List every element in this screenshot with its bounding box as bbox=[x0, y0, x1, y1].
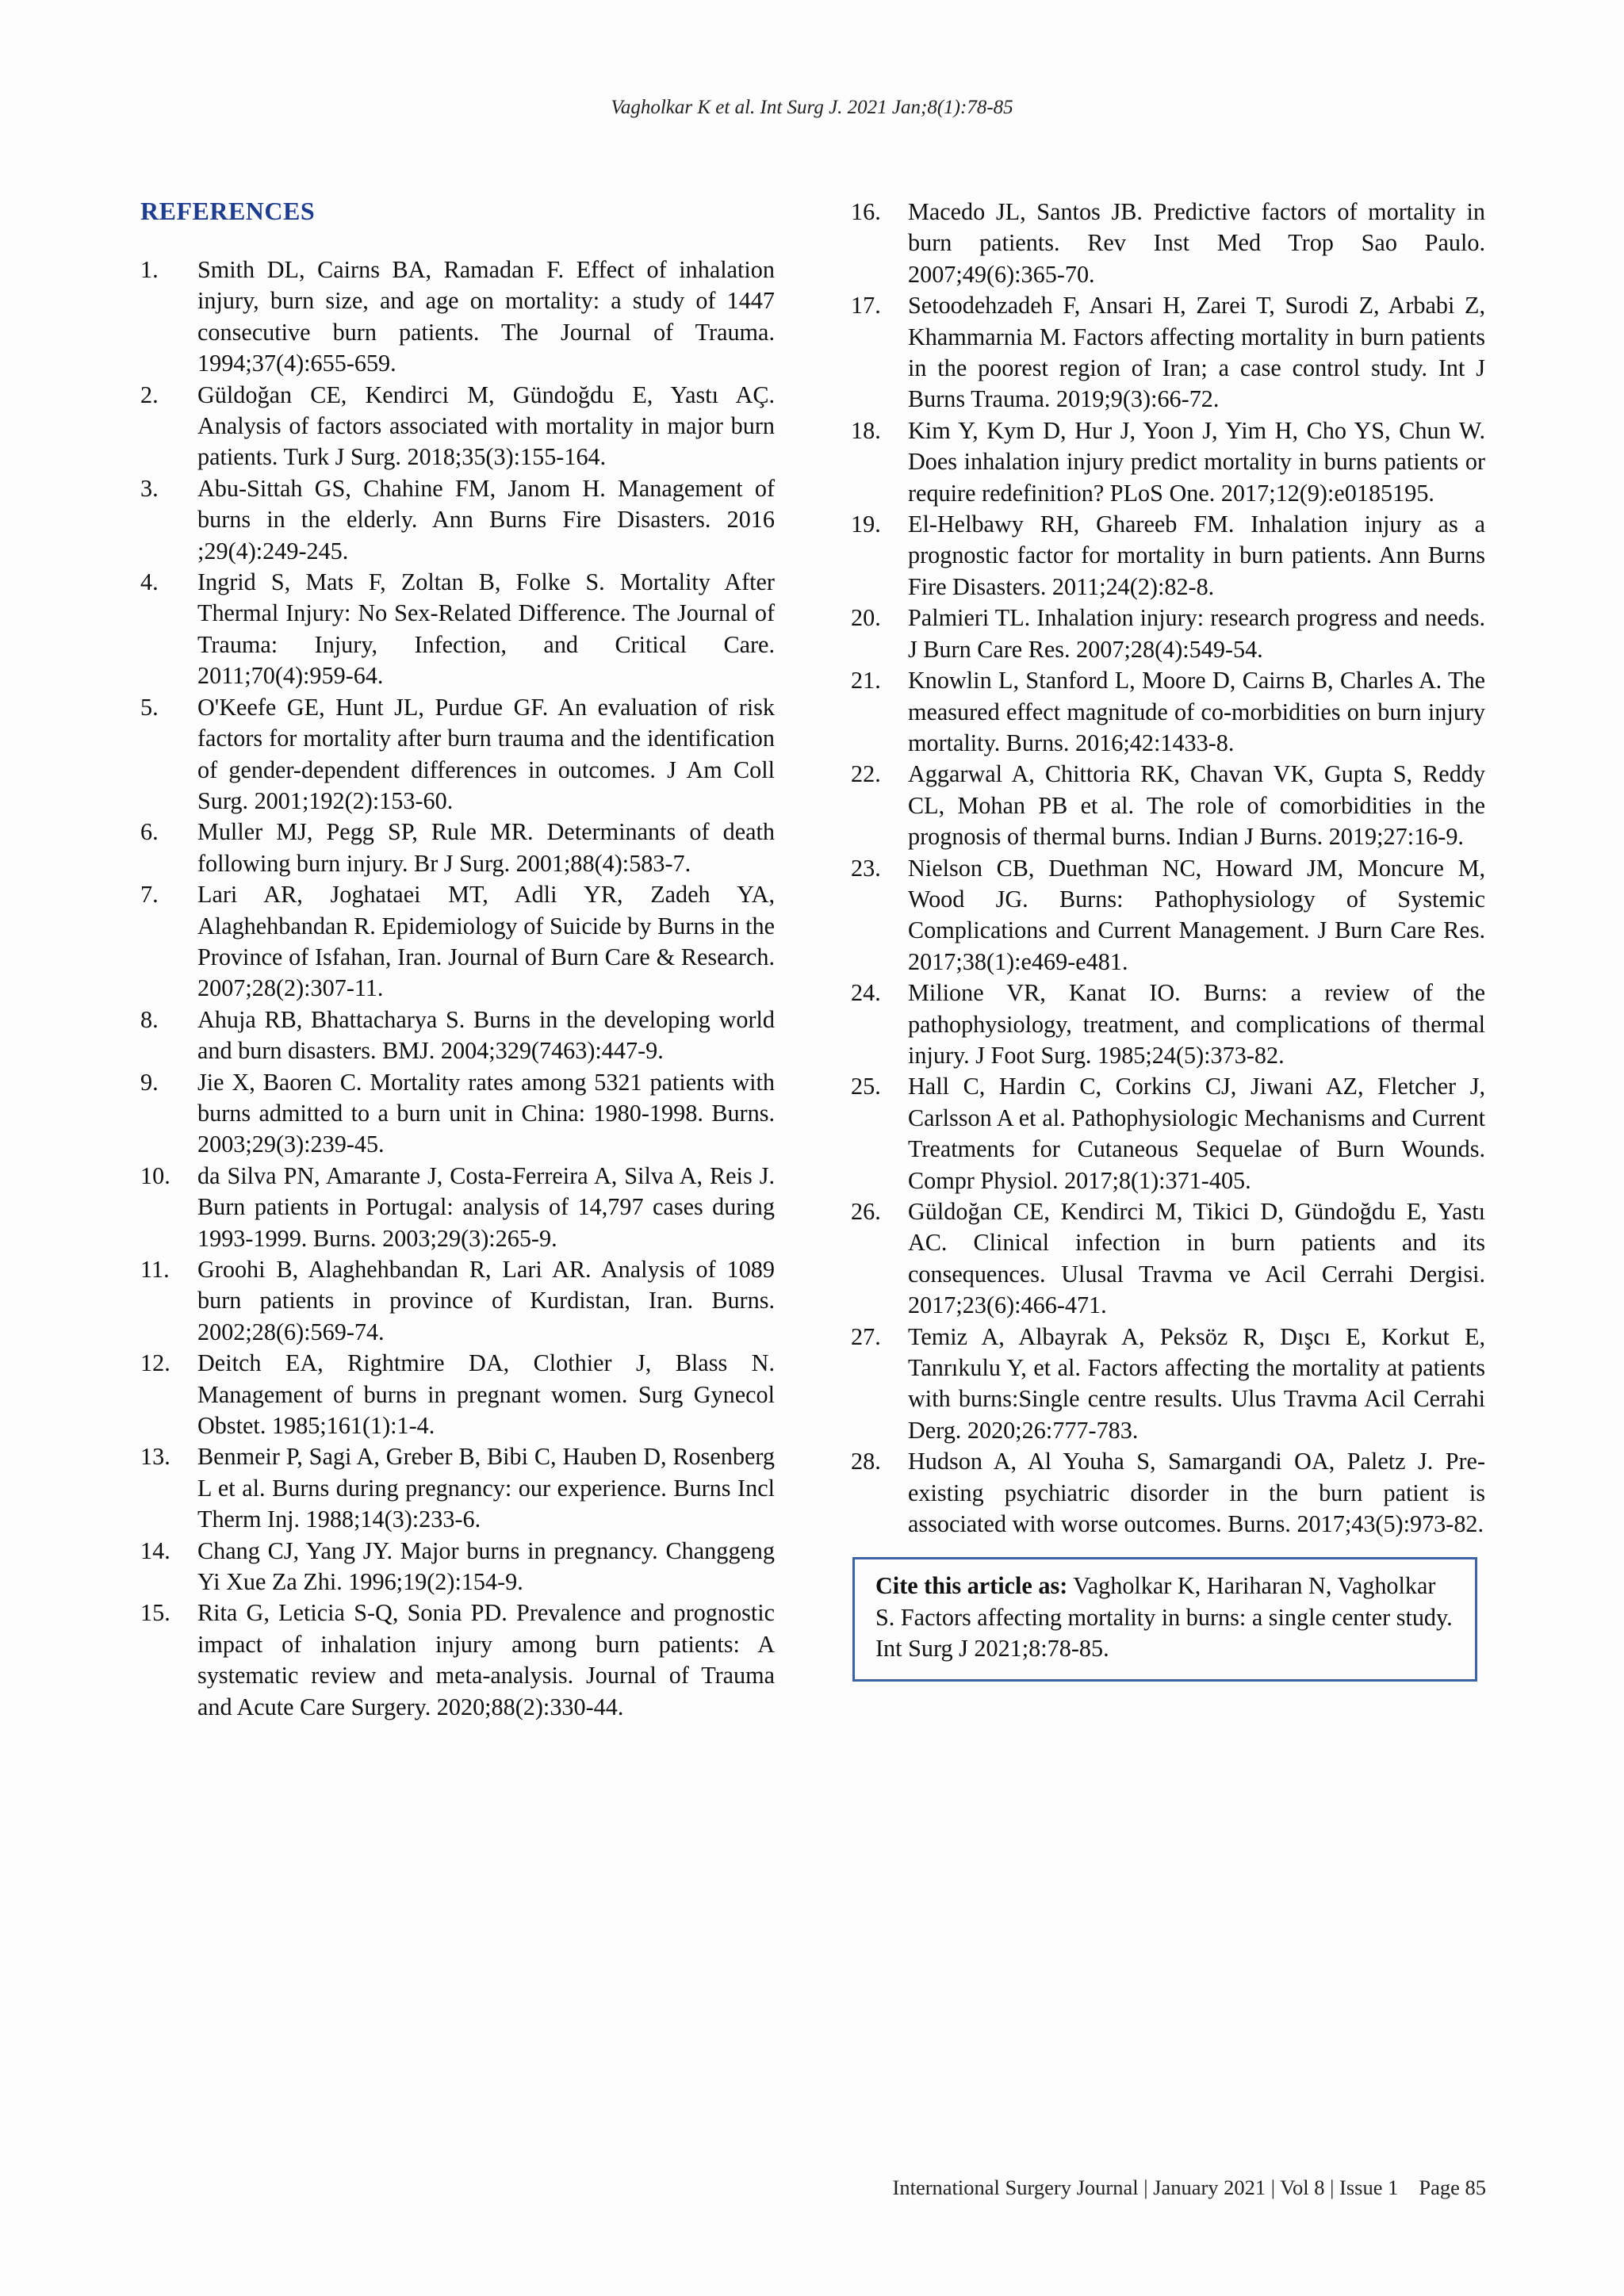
reference-item bbox=[851, 1071, 1485, 1196]
reference-item bbox=[140, 1004, 775, 1067]
reference-text: Güldoğan CE, Kendirci M, Tikici D, Gündoğdu E, Yastı AC. Clinical infection in burn patients and its consequences. Ulusal Travma ve Acil Cerrahi Dergisi. 2017;23(6):466-471. bbox=[908, 1198, 1485, 1319]
reference-item bbox=[851, 197, 1485, 290]
footer-page-number: Page 85 bbox=[1419, 2175, 1486, 2199]
reference-text: Chang CJ, Yang JY. Major burns in pregnancy. Changgeng Yi Xue Za Zhi. 1996;19(2):154-9. bbox=[197, 1536, 775, 1596]
reference-text: Muller MJ, Pegg SP, Rule MR. Determinants of death following burn injury. Br J Surg. 2001;88(4):583-7. bbox=[197, 818, 775, 877]
reference-number: 5. bbox=[140, 693, 159, 721]
right-column bbox=[851, 197, 1485, 1682]
reference-item bbox=[140, 1348, 775, 1441]
reference-number: 23. bbox=[851, 854, 881, 882]
reference-text: Rita G, Leticia S-Q, Sonia PD. Prevalence and prognostic impact of inhalation injury among burn patients: A systematic review and meta-analysis. Journal of Trauma and Acute Care Surgery. 2020;88(2):330-44. bbox=[197, 1599, 775, 1720]
reference-text: Abu-Sittah GS, Chahine FM, Janom H. Management of burns in the elderly. Ann Burns Fire Disasters. 2016 ;29(4):249-245. bbox=[197, 474, 775, 564]
reference-number: 3. bbox=[140, 474, 159, 502]
reference-text: Lari AR, Joghataei MT, Adli YR, Zadeh YA, Alaghehbandan R. Epidemiology of Suicide by Burns in the Province of Isfahan, Iran. Journal of Burn Care & Research. 2007;28(2):307-11. bbox=[197, 881, 775, 1002]
reference-text: Macedo JL, Santos JB. Predictive factors of mortality in burn patients. Rev Inst Med Trop Sao Paulo. 2007;49(6):365-70. bbox=[908, 198, 1485, 288]
references-heading: REFERENCES bbox=[140, 197, 316, 225]
reference-text: Setoodehzadeh F, Ansari H, Zarei T, Surodi Z, Arbabi Z, Khammarnia M. Factors affecting mortality in burn patients in the poorest region of Iran; a case control study. Int J Burns Trauma. 2019;9(3):66-72. bbox=[908, 292, 1485, 413]
reference-text: Knowlin L, Stanford L, Moore D, Cairns B, Charles A. The measured effect magnitude of co-morbidities on burn injury mortality. Burns. 2016;42:1433-8. bbox=[908, 667, 1485, 756]
reference-list-left bbox=[140, 254, 775, 1723]
reference-list-right bbox=[851, 197, 1485, 1540]
reference-text: Ahuja RB, Bhattacharya S. Burns in the developing world and burn disasters. BMJ. 2004;329(7463):447-9. bbox=[197, 1005, 775, 1065]
reference-number: 12. bbox=[140, 1349, 170, 1377]
reference-item bbox=[851, 415, 1485, 509]
reference-text: Kim Y, Kym D, Hur J, Yoon J, Yim H, Cho YS, Chun W. Does inhalation injury predict mortality in burns patients or require redefinition? PLoS One. 2017;12(9):e0185195. bbox=[908, 416, 1485, 507]
reference-item bbox=[851, 509, 1485, 603]
reference-number: 28. bbox=[851, 1448, 881, 1475]
reference-item bbox=[851, 978, 1485, 1071]
reference-number: 19. bbox=[851, 511, 881, 538]
footer-journal-info: International Surgery Journal | January 2021 | Vol 8 | Issue 1 bbox=[892, 2175, 1399, 2199]
reference-item bbox=[140, 817, 775, 879]
reference-item bbox=[140, 1441, 775, 1535]
reference-text: El-Helbawy RH, Ghareeb FM. Inhalation injury as a prognostic factor for mortality in burn patients. Ann Burns Fire Disasters. 2011;24(2):82-8. bbox=[908, 511, 1485, 600]
reference-item bbox=[851, 759, 1485, 852]
reference-number: 10. bbox=[140, 1161, 170, 1189]
reference-text: Temiz A, Albayrak A, Peksöz R, Dışcı E, Korkut E, Tanrıkulu Y, et al. Factors affecting the mortality at patients with burns:Single centre results. Ulus Travma Acil Cerrahi Derg. 2020;26:777-783. bbox=[908, 1322, 1485, 1444]
reference-item bbox=[851, 1196, 1485, 1322]
reference-item bbox=[851, 290, 1485, 415]
reference-item bbox=[140, 473, 775, 567]
reference-number: 1. bbox=[140, 256, 159, 283]
cite-label: Cite this article as: bbox=[875, 1572, 1068, 1600]
reference-item bbox=[851, 853, 1485, 978]
reference-text: Aggarwal A, Chittoria RK, Chavan VK, Gupta S, Reddy CL, Mohan PB et al. The role of comorbidities in the prognosis of thermal burns. Indian J Burns. 2019;27:16-9. bbox=[908, 760, 1485, 851]
reference-number: 17. bbox=[851, 292, 881, 320]
reference-text: O'Keefe GE, Hunt JL, Purdue GF. An evaluation of risk factors for mortality after burn trauma and the identification of gender-dependent differences in outcomes. J Am Coll Surg. 2001;192(2):153-60. bbox=[197, 693, 775, 814]
reference-text: da Silva PN, Amarante J, Costa-Ferreira A, Silva A, Reis J. Burn patients in Portugal: analysis of 14,797 cases during 1993-1999. Burns. 2003;29(3):265-9. bbox=[197, 1161, 775, 1252]
reference-item bbox=[140, 1067, 775, 1161]
reference-number: 11. bbox=[140, 1256, 170, 1283]
reference-number: 4. bbox=[140, 568, 159, 596]
reference-item bbox=[140, 692, 775, 817]
reference-number: 13. bbox=[140, 1443, 170, 1471]
reference-number: 16. bbox=[851, 198, 881, 225]
reference-item bbox=[851, 665, 1485, 759]
reference-text: Güldoğan CE, Kendirci M, Gündoğdu E, Yastı AÇ. Analysis of factors associated with mortality in major burn patients. Turk J Surg. 2018;35(3):155-164. bbox=[197, 381, 775, 471]
reference-item bbox=[851, 603, 1485, 665]
reference-number: 26. bbox=[851, 1198, 881, 1225]
reference-text: Groohi B, Alaghehbandan R, Lari AR. Analysis of 1089 burn patients in province of Kurdistan, Iran. Burns. 2002;28(6):569-74. bbox=[197, 1256, 775, 1345]
reference-text: Benmeir P, Sagi A, Greber B, Bibi C, Hauben D, Rosenberg L et al. Burns during pregnancy: our experience. Burns Incl Therm Inj. 1988;14(3):233-6. bbox=[197, 1443, 775, 1533]
reference-item bbox=[851, 1322, 1485, 1447]
reference-number: 6. bbox=[140, 818, 159, 846]
running-header: Vagholkar K et al. Int Surg J. 2021 Jan;8(1):78-85 bbox=[611, 97, 1013, 118]
reference-number: 14. bbox=[140, 1536, 170, 1564]
reference-text: Milione VR, Kanat IO. Burns: a review of the pathophysiology, treatment, and complications of thermal injury. J Foot Surg. 1985;24(5):373-82. bbox=[908, 979, 1485, 1069]
reference-item bbox=[140, 1161, 775, 1254]
reference-item bbox=[140, 1254, 775, 1348]
reference-item bbox=[140, 380, 775, 473]
reference-number: 8. bbox=[140, 1005, 159, 1033]
reference-number: 18. bbox=[851, 416, 881, 444]
reference-item bbox=[140, 254, 775, 380]
cite-text: Vagholkar K, Hariharan N, Vagholkar S. Factors affecting mortality in burns: a single center study. Int Surg J 2021;8:78-85. bbox=[875, 1572, 1453, 1663]
reference-number: 20. bbox=[851, 604, 881, 632]
reference-text: Hall C, Hardin C, Corkins CJ, Jiwani AZ, Fletcher J, Carlsson A et al. Pathophysiologic Mechanisms and Current Treatments for Cutaneous Sequelae of Burn Wounds. Compr Physiol. 2017;8(1):371-405. bbox=[908, 1073, 1485, 1194]
reference-item bbox=[140, 1598, 775, 1723]
reference-text: Jie X, Baoren C. Mortality rates among 5321 patients with burns admitted to a burn unit in China: 1980-1998. Burns. 2003;29(3):239-45. bbox=[197, 1068, 775, 1158]
reference-item bbox=[140, 567, 775, 692]
reference-number: 15. bbox=[140, 1599, 170, 1627]
reference-item bbox=[851, 1446, 1485, 1540]
reference-text: Hudson A, Al Youha S, Samargandi OA, Paletz J. Pre-existing psychiatric disorder in the burn patient is associated with worse outcomes. Burns. 2017;43(5):973-82. bbox=[908, 1448, 1485, 1538]
reference-number: 24. bbox=[851, 979, 881, 1007]
reference-number: 2. bbox=[140, 381, 159, 408]
reference-number: 21. bbox=[851, 667, 881, 695]
page-footer bbox=[893, 2175, 1486, 2200]
reference-item bbox=[140, 879, 775, 1004]
reference-number: 27. bbox=[851, 1322, 881, 1350]
reference-item bbox=[140, 1536, 775, 1598]
cite-box bbox=[852, 1557, 1477, 1681]
reference-number: 7. bbox=[140, 881, 159, 909]
reference-number: 25. bbox=[851, 1073, 881, 1100]
reference-number: 22. bbox=[851, 760, 881, 788]
reference-text: Ingrid S, Mats F, Zoltan B, Folke S. Mortality After Thermal Injury: No Sex-Related Difference. The Journal of Trauma: Injury, Infection, and Critical Care. 2011;70(4):959-64. bbox=[197, 568, 775, 690]
reference-text: Smith DL, Cairns BA, Ramadan F. Effect of inhalation injury, burn size, and age on mortality: a study of 1447 consecutive burn patients. The Journal of Trauma. 1994;37(4):655-659. bbox=[197, 256, 775, 377]
reference-number: 9. bbox=[140, 1068, 159, 1096]
reference-text: Nielson CB, Duethman NC, Howard JM, Moncure M, Wood JG. Burns: Pathophysiology of Systemic Complications and Current Management. J Burn Care Res. 2017;38(1):e469-e481. bbox=[908, 854, 1485, 975]
reference-text: Palmieri TL. Inhalation injury: research progress and needs. J Burn Care Res. 2007;28(4):549-54. bbox=[908, 604, 1485, 663]
reference-text: Deitch EA, Rightmire DA, Clothier J, Blass N. Management of burns in pregnant women. Surg Gynecol Obstet. 1985;161(1):1-4. bbox=[197, 1349, 775, 1440]
left-column bbox=[140, 197, 775, 1723]
